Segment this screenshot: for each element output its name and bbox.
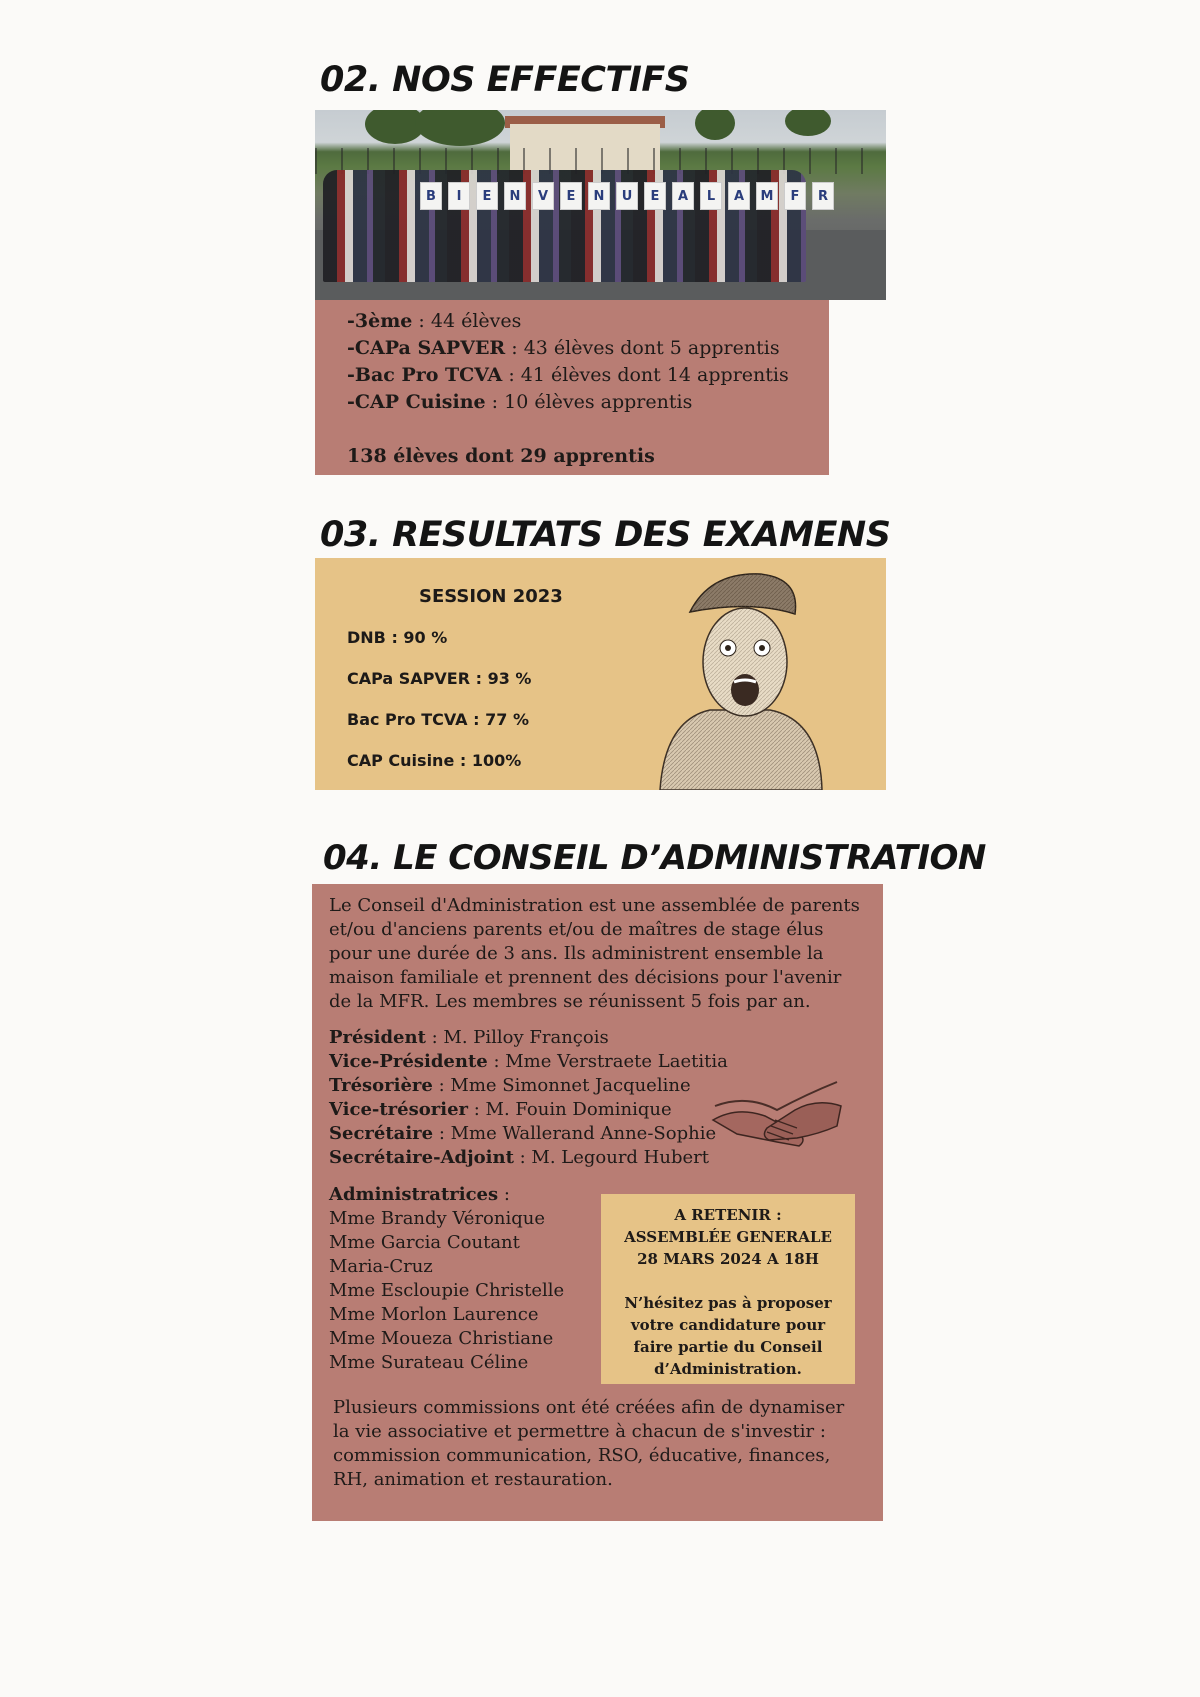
effectif-label: -3ème xyxy=(347,310,413,332)
member-name: : Mme Verstraete Laetitia xyxy=(487,1051,728,1072)
welcome-letter: L xyxy=(700,182,722,210)
board-member xyxy=(329,1098,728,1122)
welcome-letters xyxy=(420,182,834,210)
retain-line: faire partie du Conseil xyxy=(633,1338,823,1356)
board-member xyxy=(329,1122,728,1146)
effectif-label: -Bac Pro TCVA xyxy=(347,364,503,386)
admin-member: Mme Brandy Véronique xyxy=(329,1208,545,1229)
effectif-value: : 41 élèves dont 14 apprentis xyxy=(502,364,789,386)
excited-boy-illustration xyxy=(650,570,830,790)
retain-line: 28 MARS 2024 A 18H xyxy=(637,1250,819,1268)
result-item: CAP Cuisine : 100% xyxy=(347,751,522,770)
admin-member: Mme Surateau Céline xyxy=(329,1352,529,1373)
admin-member: Mme Garcia Coutant xyxy=(329,1232,520,1253)
admin-member: Mme Moueza Christiane xyxy=(329,1328,554,1349)
welcome-letter: V xyxy=(532,182,554,210)
effectif-value: : 10 élèves apprentis xyxy=(485,391,693,413)
welcome-letter: A xyxy=(672,182,694,210)
board-member xyxy=(329,1026,728,1050)
retain-line: ASSEMBLÉE GENERALE xyxy=(624,1228,832,1246)
effectif-value: : 44 élèves xyxy=(412,310,522,332)
admin-member: Mme Morlon Laurence xyxy=(329,1304,539,1325)
effectif-value: : 43 élèves dont 5 apprentis xyxy=(505,337,780,359)
effectif-label: -CAPa SAPVER xyxy=(347,337,506,359)
welcome-letter: F xyxy=(784,182,806,210)
welcome-letter: N xyxy=(504,182,526,210)
conseil-outro: Plusieurs commissions ont été créées afin de dynamiser la vie associative et permettre à chacun de s'investir : commission communication, RSO, éducative, finances, RH, animation et restauration. xyxy=(333,1397,845,1490)
role-label: Président xyxy=(329,1027,426,1048)
effectifs-box xyxy=(315,300,829,475)
effectif-line xyxy=(347,335,829,362)
member-name: : Mme Simonnet Jacqueline xyxy=(432,1075,691,1096)
group-photo xyxy=(315,110,886,300)
board-member xyxy=(329,1050,728,1074)
effectif-label: -CAP Cuisine xyxy=(347,391,486,413)
welcome-letter: R xyxy=(812,182,834,210)
effectif-line xyxy=(347,308,829,335)
board-member xyxy=(329,1146,728,1170)
admins-label-separator: : xyxy=(498,1184,510,1205)
role-label: Vice-trésorier xyxy=(329,1099,469,1120)
retain-line: A RETENIR : xyxy=(674,1206,782,1224)
conseil-intro: Le Conseil d'Administration est une assemblée de parents et/ou d'anciens parents et/ou de maîtres de stage élus pour une durée de 3 ans. Ils administrent ensemble la maison familiale et prennent des décisions pour l'avenir de la MFR. Les membres se réunissent 5 fois par an. xyxy=(329,895,860,1012)
retain-line: votre candidature pour xyxy=(630,1316,826,1334)
welcome-letter: N xyxy=(588,182,610,210)
member-name: : M. Pilloy François xyxy=(425,1027,609,1048)
retain-line: N’hésitez pas à proposer xyxy=(624,1294,832,1312)
session-label: SESSION 2023 xyxy=(419,586,563,607)
welcome-letter: E xyxy=(560,182,582,210)
result-item: CAPa SAPVER : 93 % xyxy=(347,669,532,688)
admins-label: Administratrices xyxy=(329,1184,499,1205)
welcome-letter: A xyxy=(728,182,750,210)
admin-member: Mme Escloupie Christelle xyxy=(329,1280,565,1301)
board-roles xyxy=(329,1026,728,1170)
welcome-letter: M xyxy=(756,182,778,210)
results-box xyxy=(315,558,886,790)
member-name: : M. Legourd Hubert xyxy=(513,1147,709,1168)
result-item: Bac Pro TCVA : 77 % xyxy=(347,710,529,729)
role-label: Secrétaire-Adjoint xyxy=(329,1147,514,1168)
conseil-box xyxy=(312,884,883,1521)
welcome-letter: U xyxy=(616,182,638,210)
welcome-letter: E xyxy=(644,182,666,210)
effectif-line xyxy=(347,389,829,416)
welcome-letter: B xyxy=(420,182,442,210)
administratrices-list xyxy=(329,1183,564,1375)
admins-heading xyxy=(329,1183,564,1207)
role-label: Secrétaire xyxy=(329,1123,434,1144)
result-item: DNB : 90 % xyxy=(347,628,448,647)
retain-line: d’Administration. xyxy=(654,1360,802,1378)
section-title-conseil: 04. LE CONSEIL D’ADMINISTRATION xyxy=(323,838,986,878)
role-label: Trésorière xyxy=(329,1075,433,1096)
section-title-resultats: 03. RESULTATS DES EXAMENS xyxy=(320,515,891,555)
welcome-letter: I xyxy=(448,182,470,210)
effectif-total: 138 élèves dont 29 apprentis xyxy=(347,445,655,467)
role-label: Vice-Présidente xyxy=(329,1051,488,1072)
member-name: : M. Fouin Dominique xyxy=(468,1099,672,1120)
handshake-icon xyxy=(707,1076,847,1156)
effectif-line xyxy=(347,362,829,389)
board-member xyxy=(329,1074,728,1098)
member-name: : Mme Wallerand Anne-Sophie xyxy=(433,1123,717,1144)
section-title-effectifs: 02. NOS EFFECTIFS xyxy=(320,60,690,100)
admin-member: Maria-Cruz xyxy=(329,1256,433,1277)
welcome-letter: E xyxy=(476,182,498,210)
retain-callout xyxy=(601,1194,855,1384)
